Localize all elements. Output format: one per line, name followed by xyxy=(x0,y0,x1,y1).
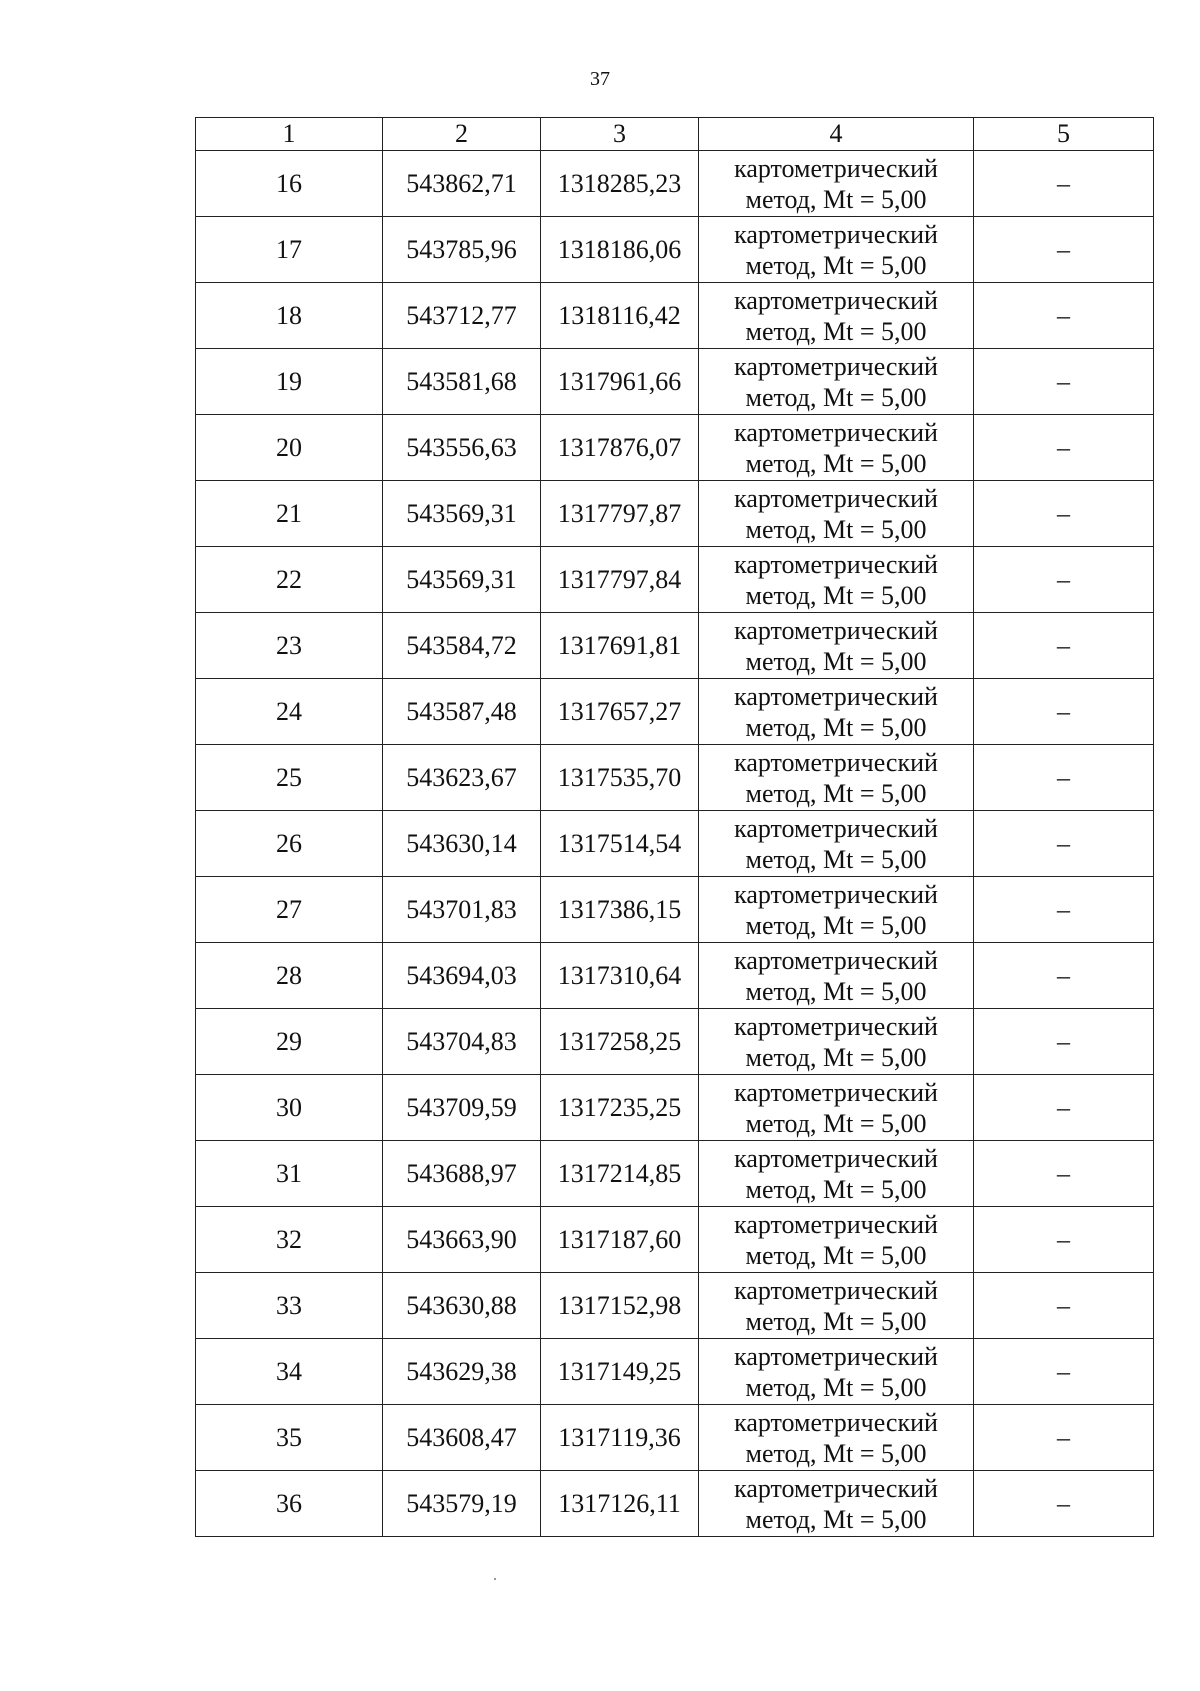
method-cell xyxy=(699,745,974,811)
point-number-cell: 16 xyxy=(196,151,383,217)
note-cell: – xyxy=(974,1339,1154,1405)
y-coordinate-cell: 1317149,25 xyxy=(541,1339,699,1405)
y-coordinate-cell: 1317797,84 xyxy=(541,547,699,613)
method-cell xyxy=(699,877,974,943)
method-cell xyxy=(699,613,974,679)
note-cell: – xyxy=(974,151,1154,217)
note-cell: – xyxy=(974,1405,1154,1471)
page-number: 37 xyxy=(590,68,610,90)
y-coordinate-cell: 1317126,11 xyxy=(541,1471,699,1537)
table-row xyxy=(196,481,1154,547)
method-line-2: метод, Mt = 5,00 xyxy=(745,910,927,940)
x-coordinate-cell: 543701,83 xyxy=(383,877,541,943)
method-line-2: метод, Mt = 5,00 xyxy=(745,382,927,412)
point-number-cell: 24 xyxy=(196,679,383,745)
method-line-2: метод, Mt = 5,00 xyxy=(745,778,927,808)
table-row xyxy=(196,1339,1154,1405)
method-cell xyxy=(699,1273,974,1339)
point-number-cell: 34 xyxy=(196,1339,383,1405)
x-coordinate-cell: 543569,31 xyxy=(383,481,541,547)
method-cell xyxy=(699,679,974,745)
point-number-cell: 32 xyxy=(196,1207,383,1273)
method-line-2: метод, Mt = 5,00 xyxy=(745,580,927,610)
y-coordinate-cell: 1317961,66 xyxy=(541,349,699,415)
note-cell: – xyxy=(974,1009,1154,1075)
method-cell xyxy=(699,1405,974,1471)
point-number-cell: 35 xyxy=(196,1405,383,1471)
y-coordinate-cell: 1317152,98 xyxy=(541,1273,699,1339)
x-coordinate-cell: 543556,63 xyxy=(383,415,541,481)
method-line-1: картометрический xyxy=(734,483,938,513)
method-line-2: метод, Mt = 5,00 xyxy=(745,1240,927,1270)
note-cell: – xyxy=(974,745,1154,811)
method-line-1: картометрический xyxy=(734,219,938,249)
method-line-2: метод, Mt = 5,00 xyxy=(745,1306,927,1336)
table-row xyxy=(196,1471,1154,1537)
x-coordinate-cell: 543581,68 xyxy=(383,349,541,415)
table-row xyxy=(196,745,1154,811)
x-coordinate-cell: 543629,38 xyxy=(383,1339,541,1405)
method-line-1: картометрический xyxy=(734,1209,938,1239)
x-coordinate-cell: 543694,03 xyxy=(383,943,541,1009)
method-line-1: картометрический xyxy=(734,945,938,975)
y-coordinate-cell: 1317214,85 xyxy=(541,1141,699,1207)
method-line-2: метод, Mt = 5,00 xyxy=(745,646,927,676)
x-coordinate-cell: 543712,77 xyxy=(383,283,541,349)
table-row xyxy=(196,415,1154,481)
y-coordinate-cell: 1317119,36 xyxy=(541,1405,699,1471)
note-cell: – xyxy=(974,811,1154,877)
note-cell: – xyxy=(974,877,1154,943)
table-header xyxy=(196,118,1154,151)
point-number-cell: 18 xyxy=(196,283,383,349)
point-number-cell: 17 xyxy=(196,217,383,283)
y-coordinate-cell: 1317258,25 xyxy=(541,1009,699,1075)
point-number-cell: 27 xyxy=(196,877,383,943)
y-coordinate-cell: 1318116,42 xyxy=(541,283,699,349)
point-number-cell: 25 xyxy=(196,745,383,811)
column-header-4: 4 xyxy=(699,118,974,151)
method-line-2: метод, Mt = 5,00 xyxy=(745,712,927,742)
table-row xyxy=(196,943,1154,1009)
column-header-2: 2 xyxy=(383,118,541,151)
method-line-1: картометрический xyxy=(734,285,938,315)
point-number-cell: 21 xyxy=(196,481,383,547)
y-coordinate-cell: 1317235,25 xyxy=(541,1075,699,1141)
table-row xyxy=(196,811,1154,877)
point-number-cell: 26 xyxy=(196,811,383,877)
table-row xyxy=(196,1009,1154,1075)
method-line-1: картометрический xyxy=(734,153,938,183)
x-coordinate-cell: 543688,97 xyxy=(383,1141,541,1207)
method-line-1: картометрический xyxy=(734,813,938,843)
method-cell xyxy=(699,415,974,481)
point-number-cell: 33 xyxy=(196,1273,383,1339)
method-line-2: метод, Mt = 5,00 xyxy=(745,1372,927,1402)
table-row xyxy=(196,1405,1154,1471)
method-cell xyxy=(699,547,974,613)
method-line-1: картометрический xyxy=(734,1473,938,1503)
y-coordinate-cell: 1317691,81 xyxy=(541,613,699,679)
y-coordinate-cell: 1318285,23 xyxy=(541,151,699,217)
x-coordinate-cell: 543785,96 xyxy=(383,217,541,283)
method-cell xyxy=(699,151,974,217)
method-line-2: метод, Mt = 5,00 xyxy=(745,448,927,478)
method-cell xyxy=(699,1207,974,1273)
y-coordinate-cell: 1317310,64 xyxy=(541,943,699,1009)
table-row xyxy=(196,1273,1154,1339)
method-line-1: картометрический xyxy=(734,1143,938,1173)
note-cell: – xyxy=(974,415,1154,481)
point-number-cell: 36 xyxy=(196,1471,383,1537)
y-coordinate-cell: 1317535,70 xyxy=(541,745,699,811)
method-line-1: картометрический xyxy=(734,549,938,579)
method-cell xyxy=(699,943,974,1009)
y-coordinate-cell: 1317386,15 xyxy=(541,877,699,943)
method-cell xyxy=(699,481,974,547)
point-number-cell: 30 xyxy=(196,1075,383,1141)
x-coordinate-cell: 543862,71 xyxy=(383,151,541,217)
method-cell xyxy=(699,217,974,283)
method-line-1: картометрический xyxy=(734,615,938,645)
x-coordinate-cell: 543608,47 xyxy=(383,1405,541,1471)
note-cell: – xyxy=(974,1141,1154,1207)
method-line-2: метод, Mt = 5,00 xyxy=(745,976,927,1006)
table-row xyxy=(196,349,1154,415)
table-row xyxy=(196,283,1154,349)
method-line-2: метод, Mt = 5,00 xyxy=(745,1108,927,1138)
method-cell xyxy=(699,349,974,415)
method-line-1: картометрический xyxy=(734,1011,938,1041)
point-number-cell: 22 xyxy=(196,547,383,613)
point-number-cell: 23 xyxy=(196,613,383,679)
note-cell: – xyxy=(974,481,1154,547)
x-coordinate-cell: 543630,14 xyxy=(383,811,541,877)
table-row xyxy=(196,877,1154,943)
method-line-1: картометрический xyxy=(734,1077,938,1107)
method-cell xyxy=(699,283,974,349)
method-line-2: метод, Mt = 5,00 xyxy=(745,184,927,214)
method-line-1: картометрический xyxy=(734,1275,938,1305)
table-row xyxy=(196,1141,1154,1207)
note-cell: – xyxy=(974,1471,1154,1537)
method-cell xyxy=(699,1075,974,1141)
y-coordinate-cell: 1317797,87 xyxy=(541,481,699,547)
point-number-cell: 29 xyxy=(196,1009,383,1075)
method-line-2: метод, Mt = 5,00 xyxy=(745,1438,927,1468)
method-cell xyxy=(699,1009,974,1075)
note-cell: – xyxy=(974,283,1154,349)
method-line-1: картометрический xyxy=(734,747,938,777)
method-line-1: картометрический xyxy=(734,1407,938,1437)
note-cell: – xyxy=(974,613,1154,679)
method-line-1: картометрический xyxy=(734,879,938,909)
method-line-2: метод, Mt = 5,00 xyxy=(745,1042,927,1072)
point-number-cell: 19 xyxy=(196,349,383,415)
note-cell: – xyxy=(974,679,1154,745)
table-row xyxy=(196,1075,1154,1141)
x-coordinate-cell: 543630,88 xyxy=(383,1273,541,1339)
column-header-1: 1 xyxy=(196,118,383,151)
note-cell: – xyxy=(974,1207,1154,1273)
method-line-1: картометрический xyxy=(734,1341,938,1371)
method-line-1: картометрический xyxy=(734,417,938,447)
method-line-2: метод, Mt = 5,00 xyxy=(745,844,927,874)
method-cell xyxy=(699,811,974,877)
method-line-2: метод, Mt = 5,00 xyxy=(745,514,927,544)
y-coordinate-cell: 1317657,27 xyxy=(541,679,699,745)
x-coordinate-cell: 543569,31 xyxy=(383,547,541,613)
x-coordinate-cell: 543709,59 xyxy=(383,1075,541,1141)
x-coordinate-cell: 543584,72 xyxy=(383,613,541,679)
table-row xyxy=(196,679,1154,745)
scan-speck xyxy=(494,1578,496,1580)
coordinates-table xyxy=(195,117,1154,1537)
x-coordinate-cell: 543704,83 xyxy=(383,1009,541,1075)
y-coordinate-cell: 1317514,54 xyxy=(541,811,699,877)
method-line-2: метод, Mt = 5,00 xyxy=(745,1174,927,1204)
y-coordinate-cell: 1318186,06 xyxy=(541,217,699,283)
method-line-2: метод, Mt = 5,00 xyxy=(745,1504,927,1534)
method-cell xyxy=(699,1471,974,1537)
point-number-cell: 31 xyxy=(196,1141,383,1207)
method-cell xyxy=(699,1141,974,1207)
x-coordinate-cell: 543663,90 xyxy=(383,1207,541,1273)
method-line-1: картометрический xyxy=(734,681,938,711)
table-row xyxy=(196,151,1154,217)
column-header-3: 3 xyxy=(541,118,699,151)
note-cell: – xyxy=(974,1075,1154,1141)
x-coordinate-cell: 543587,48 xyxy=(383,679,541,745)
x-coordinate-cell: 543623,67 xyxy=(383,745,541,811)
table-row xyxy=(196,547,1154,613)
note-cell: – xyxy=(974,217,1154,283)
point-number-cell: 20 xyxy=(196,415,383,481)
method-cell xyxy=(699,1339,974,1405)
note-cell: – xyxy=(974,943,1154,1009)
note-cell: – xyxy=(974,547,1154,613)
method-line-1: картометрический xyxy=(734,351,938,381)
method-line-2: метод, Mt = 5,00 xyxy=(745,316,927,346)
x-coordinate-cell: 543579,19 xyxy=(383,1471,541,1537)
y-coordinate-cell: 1317876,07 xyxy=(541,415,699,481)
table-row xyxy=(196,217,1154,283)
y-coordinate-cell: 1317187,60 xyxy=(541,1207,699,1273)
point-number-cell: 28 xyxy=(196,943,383,1009)
table-row xyxy=(196,613,1154,679)
method-line-2: метод, Mt = 5,00 xyxy=(745,250,927,280)
note-cell: – xyxy=(974,1273,1154,1339)
column-header-5: 5 xyxy=(974,118,1154,151)
table-body xyxy=(196,151,1154,1537)
header-row xyxy=(196,118,1154,151)
note-cell: – xyxy=(974,349,1154,415)
table-row xyxy=(196,1207,1154,1273)
